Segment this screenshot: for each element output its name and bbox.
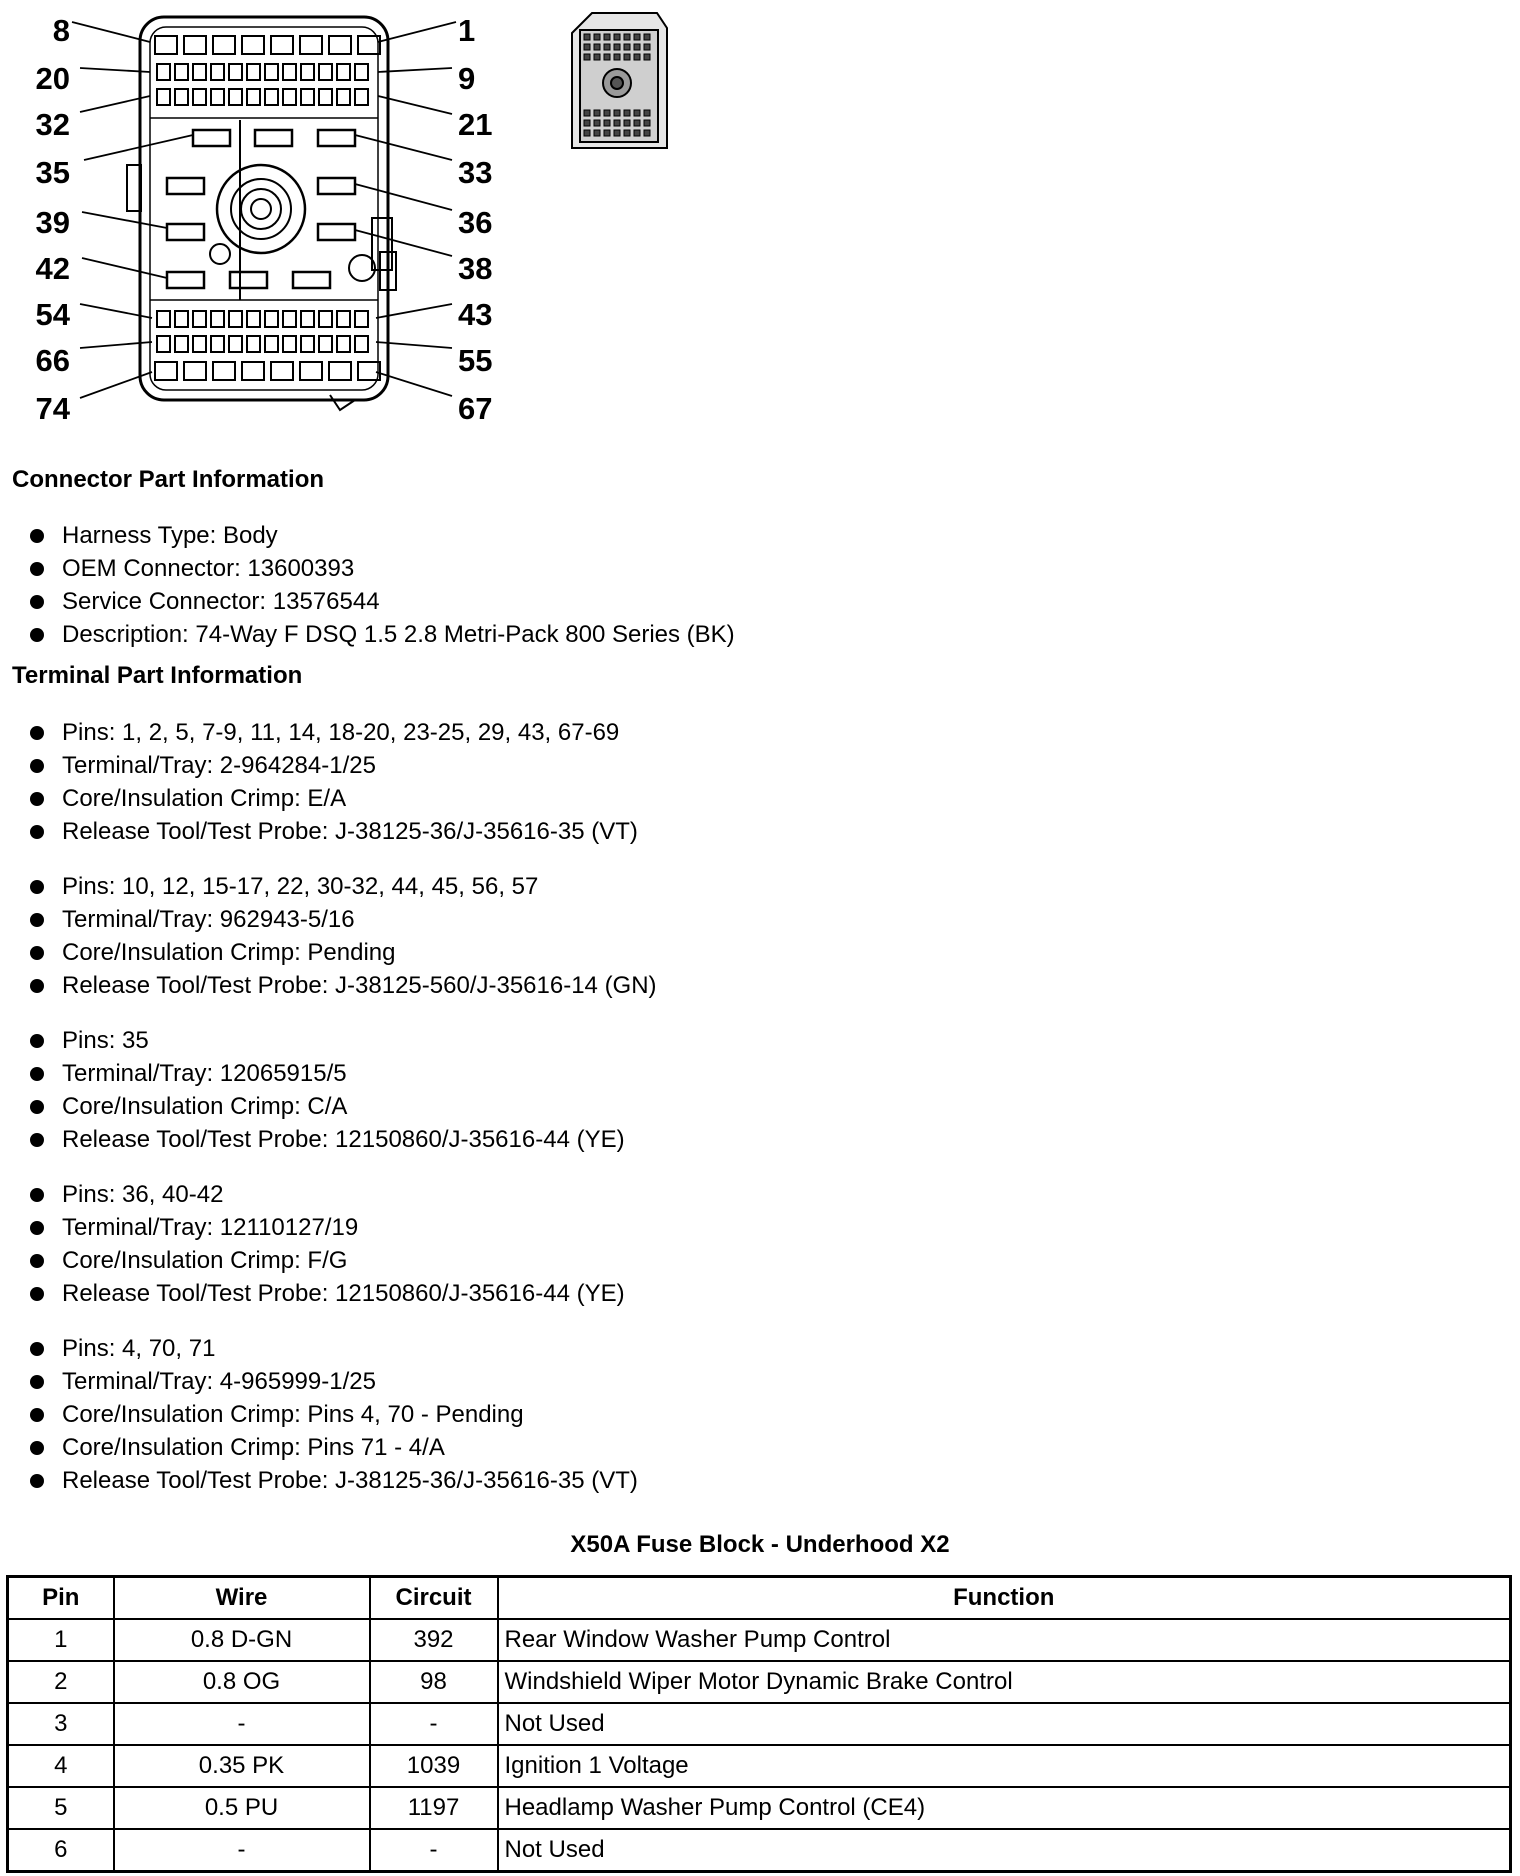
- header-wire: Wire: [114, 1577, 370, 1620]
- terminal-info-item: Terminal/Tray: 12110127/19: [30, 1211, 625, 1244]
- pin-label-left: 20: [35, 61, 70, 96]
- pin-label-right: 9: [458, 61, 476, 96]
- pin-label-right: 1: [458, 13, 476, 48]
- terminal-info-item: Pins: 10, 12, 15-17, 22, 30-32, 44, 45, 56, 57: [30, 870, 657, 903]
- cell-wire: -: [114, 1703, 370, 1745]
- cell-circuit: -: [370, 1829, 498, 1872]
- table-row: [8, 1703, 1511, 1745]
- connector-info-heading: Connector Part Information: [12, 466, 325, 493]
- pin-label-left: 35: [35, 155, 70, 190]
- table-row: [8, 1787, 1511, 1829]
- cell-function: Not Used: [498, 1703, 1511, 1745]
- terminal-info-item: Terminal/Tray: 2-964284-1/25: [30, 749, 638, 782]
- terminal-info-item: Pins: 36, 40-42: [30, 1178, 625, 1211]
- pin-label-right: 33: [458, 155, 493, 190]
- pinout-table: [6, 1575, 1512, 1873]
- cell-wire: 0.8 OG: [114, 1661, 370, 1703]
- connector-info-item: Service Connector: 13576544: [30, 585, 735, 618]
- terminal-info-item: Core/Insulation Crimp: E/A: [30, 782, 638, 815]
- cell-wire: 0.5 PU: [114, 1787, 370, 1829]
- terminal-info-item: Terminal/Tray: 12065915/5: [30, 1057, 625, 1090]
- pin-label-left: 32: [35, 107, 70, 142]
- cell-wire: 0.8 D-GN: [114, 1619, 370, 1661]
- terminal-info-item: Pins: 35: [30, 1024, 625, 1057]
- table-row: [8, 1661, 1511, 1703]
- terminal-info-item: Release Tool/Test Probe: 12150860/J-35616-44 (YE): [30, 1123, 625, 1156]
- pin-label-right: 21: [458, 107, 493, 142]
- terminal-info-item: Release Tool/Test Probe: J-38125-36/J-35616-35 (VT): [30, 815, 638, 848]
- pin-label-left: 54: [35, 297, 70, 332]
- cell-pin: 6: [8, 1829, 114, 1872]
- cell-pin: 5: [8, 1787, 114, 1829]
- terminal-group: [30, 870, 657, 1002]
- pin-label-left: 42: [35, 251, 70, 286]
- pin-label-right: 38: [458, 251, 493, 286]
- cell-circuit: 1197: [370, 1787, 498, 1829]
- pin-label-left: 8: [52, 13, 70, 48]
- cell-circuit: 1039: [370, 1745, 498, 1787]
- terminal-group: [30, 1178, 625, 1310]
- connector-info-item: Description: 74-Way F DSQ 1.5 2.8 Metri-Pack 800 Series (BK): [30, 618, 735, 651]
- pin-label-left: 66: [35, 343, 70, 378]
- terminal-info-heading: Terminal Part Information: [12, 662, 303, 689]
- pin-label-left: 39: [35, 205, 70, 240]
- table-row: [8, 1619, 1511, 1661]
- terminal-info-item: Release Tool/Test Probe: 12150860/J-35616-44 (YE): [30, 1277, 625, 1310]
- terminal-info-item: Release Tool/Test Probe: J-38125-36/J-35616-35 (VT): [30, 1464, 638, 1497]
- cell-pin: 4: [8, 1745, 114, 1787]
- connector-info-list: [30, 519, 735, 651]
- terminal-info-item: Release Tool/Test Probe: J-38125-560/J-35616-14 (GN): [30, 969, 657, 1002]
- cell-function: Ignition 1 Voltage: [498, 1745, 1511, 1787]
- pin-label-right: 67: [458, 391, 493, 425]
- pin-label-right: 43: [458, 297, 493, 332]
- pin-label-right: 55: [458, 343, 493, 378]
- table-row: [8, 1745, 1511, 1787]
- connector-info-item: OEM Connector: 13600393: [30, 552, 735, 585]
- cell-circuit: -: [370, 1703, 498, 1745]
- terminal-group: [30, 1332, 638, 1497]
- terminal-group: [30, 1024, 625, 1156]
- pin-label-right: 36: [458, 205, 493, 240]
- header-circuit: Circuit: [370, 1577, 498, 1620]
- terminal-info-item: Core/Insulation Crimp: F/G: [30, 1244, 625, 1277]
- terminal-info-item: Core/Insulation Crimp: Pins 71 - 4/A: [30, 1431, 638, 1464]
- terminal-info-item: Pins: 4, 70, 71: [30, 1332, 638, 1365]
- cell-pin: 2: [8, 1661, 114, 1703]
- terminal-info-item: Core/Insulation Crimp: C/A: [30, 1090, 625, 1123]
- cell-function: Not Used: [498, 1829, 1511, 1872]
- header-pin: Pin: [8, 1577, 114, 1620]
- terminal-info-item: Terminal/Tray: 4-965999-1/25: [30, 1365, 638, 1398]
- connector-thumbnail: [562, 8, 672, 153]
- terminal-group: [30, 716, 638, 848]
- cell-circuit: 392: [370, 1619, 498, 1661]
- connector-info-item: Harness Type: Body: [30, 519, 735, 552]
- cell-function: Headlamp Washer Pump Control (CE4): [498, 1787, 1511, 1829]
- connector-face-diagram: [0, 0, 520, 425]
- terminal-info-item: Core/Insulation Crimp: Pending: [30, 936, 657, 969]
- cell-circuit: 98: [370, 1661, 498, 1703]
- cell-function: Rear Window Washer Pump Control: [498, 1619, 1511, 1661]
- table-title: X50A Fuse Block - Underhood X2: [570, 1531, 950, 1558]
- cell-function: Windshield Wiper Motor Dynamic Brake Control: [498, 1661, 1511, 1703]
- terminal-info-item: Pins: 1, 2, 5, 7-9, 11, 14, 18-20, 23-25, 29, 43, 67-69: [30, 716, 638, 749]
- pin-label-left: 74: [35, 391, 70, 425]
- terminal-info-item: Terminal/Tray: 962943-5/16: [30, 903, 657, 936]
- terminal-info-item: Core/Insulation Crimp: Pins 4, 70 - Pending: [30, 1398, 638, 1431]
- header-function: Function: [498, 1577, 1511, 1620]
- table-header-row: [8, 1577, 1511, 1620]
- cell-pin: 1: [8, 1619, 114, 1661]
- cell-wire: 0.35 PK: [114, 1745, 370, 1787]
- cell-pin: 3: [8, 1703, 114, 1745]
- table-row: [8, 1829, 1511, 1872]
- cell-wire: -: [114, 1829, 370, 1872]
